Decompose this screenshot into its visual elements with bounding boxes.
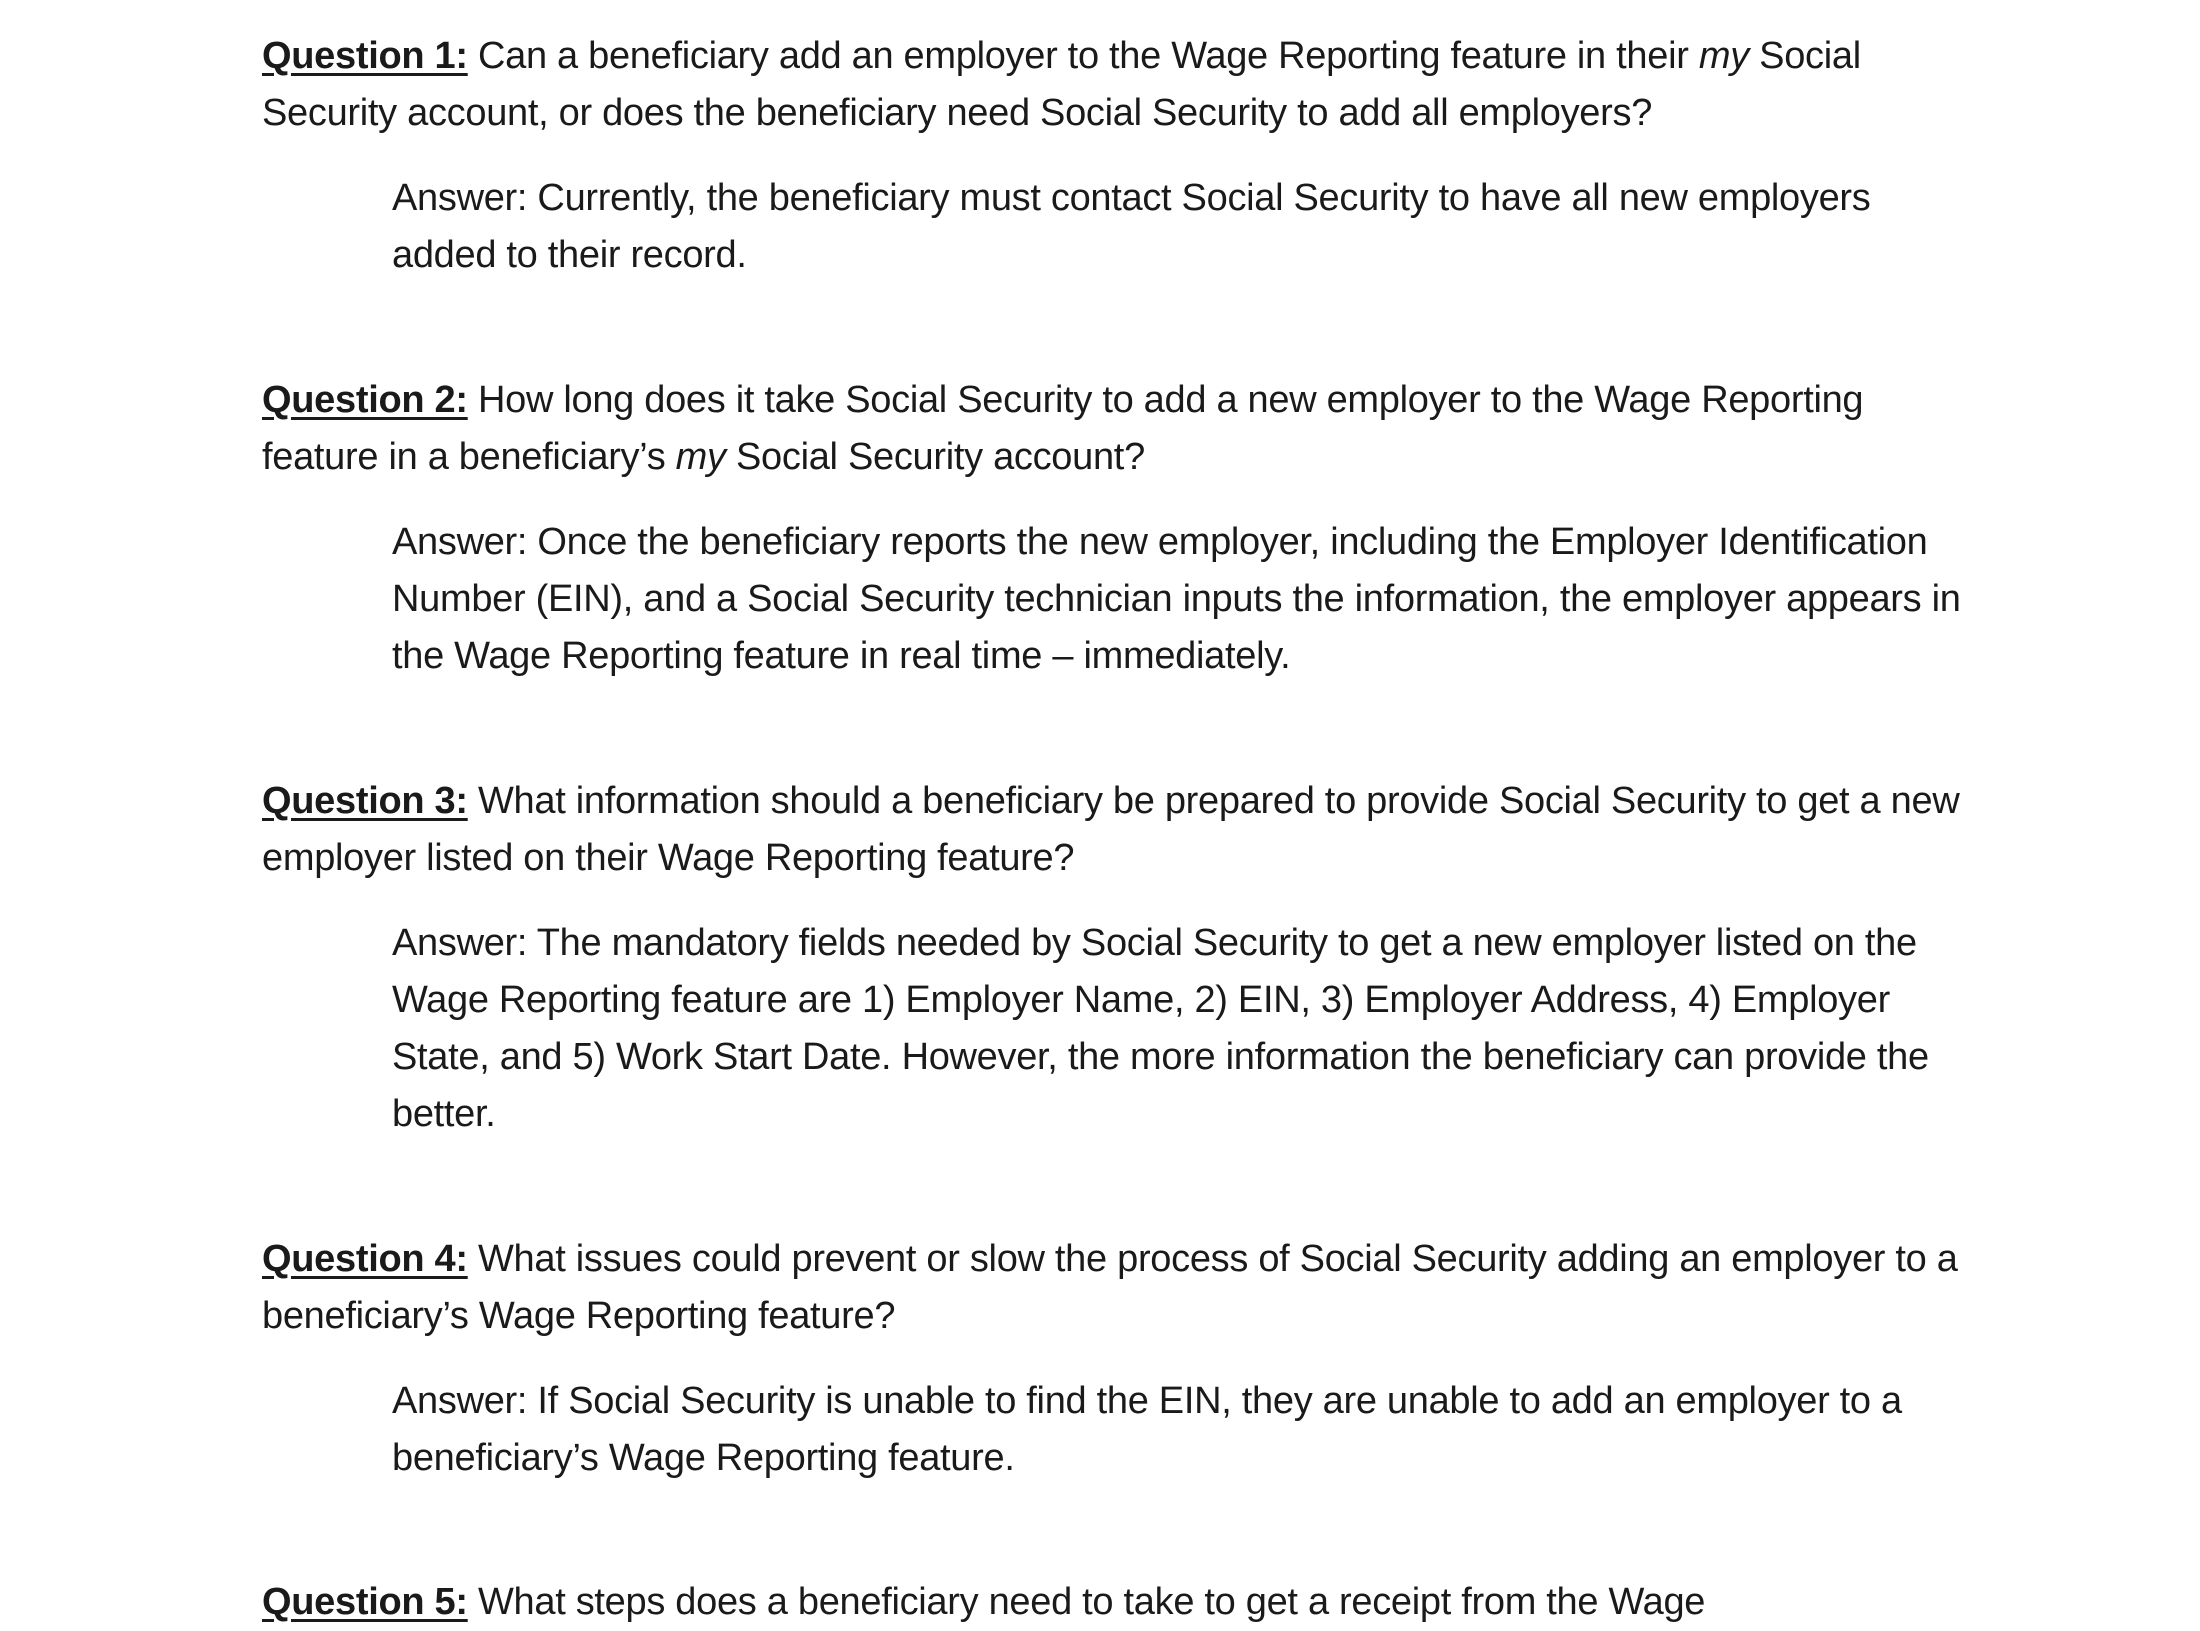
qa-block	[262, 1231, 1962, 1487]
qa-block	[262, 773, 1962, 1143]
answer-body: Currently, the beneficiary must contact Social Security to have all new employers added to their record.	[392, 177, 1871, 276]
question-label: Question 3:	[262, 780, 468, 822]
question-body: Can a beneficiary add an employer to the Wage Reporting feature in their	[467, 35, 1699, 77]
question-body-end: Social Security account?	[725, 436, 1145, 478]
answer-text	[392, 915, 1962, 1143]
answer-text	[392, 170, 1962, 284]
qa-block	[262, 1574, 1962, 1631]
qa-block	[262, 372, 1962, 685]
question-body: How long does it take Social Security to add a new employer to the Wage Reporting feature in a beneficiary’s	[262, 379, 1864, 478]
answer-body: The mandatory fields needed by Social Security to get a new employer listed on the Wage Reporting feature are 1) Employer Name, 2) EIN, 3) Employer Address, 4) Employer State, and 5) Work Start Date. However, the more information the beneficiary can provide the better.	[392, 922, 1929, 1135]
question-body-end: Social Security account, or does the beneficiary need Social Security to add all employers?	[262, 35, 1861, 134]
question-label: Question 4:	[262, 1238, 468, 1280]
question-body: What issues could prevent or slow the process of Social Security adding an employer to a beneficiary’s Wage Reporting feature?	[262, 1238, 1958, 1337]
question-italic: my	[1698, 35, 1749, 77]
answer-body: If Social Security is unable to find the EIN, they are unable to add an employer to a beneficiary’s Wage Reporting feature.	[392, 1380, 1902, 1479]
question-text	[262, 372, 1962, 486]
question-label: Question 5:	[262, 1581, 468, 1623]
question-body: What information should a beneficiary be prepared to provide Social Security to get a new employer listed on their Wage Reporting feature?	[262, 780, 1960, 879]
question-body: What steps does a beneficiary need to take to get a receipt from the Wage	[467, 1581, 1706, 1623]
answer-label: Answer:	[392, 177, 528, 219]
answer-body: Once the beneficiary reports the new employer, including the Employer Identification Number (EIN), and a Social Security technician inputs the information, the employer appears in the Wage Reporting feature in real time – immediately.	[392, 521, 1961, 677]
question-label: Question 2:	[262, 379, 468, 421]
question-italic: my	[675, 436, 726, 478]
answer-text	[392, 1373, 1962, 1487]
qa-block	[262, 28, 1962, 284]
question-text	[262, 1574, 1962, 1631]
question-text	[262, 28, 1962, 142]
question-text	[262, 773, 1962, 887]
answer-label: Answer:	[392, 521, 528, 563]
answer-text	[392, 514, 1962, 685]
question-label: Question 1:	[262, 35, 468, 77]
question-text	[262, 1231, 1962, 1345]
answer-label: Answer:	[392, 922, 528, 964]
answer-label: Answer:	[392, 1380, 528, 1422]
